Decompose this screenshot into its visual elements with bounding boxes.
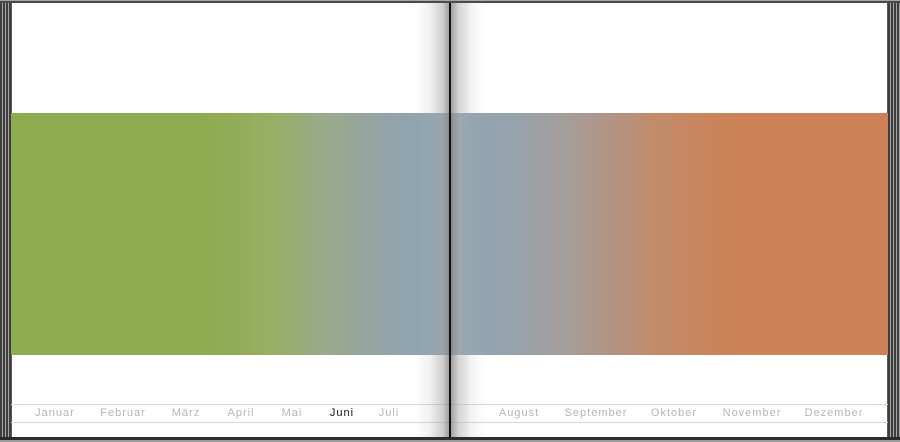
month-tab-mai[interactable]: Mai [281, 407, 303, 419]
month-tab-juli[interactable]: Juli [378, 407, 400, 419]
month-tab-november[interactable]: November [722, 407, 782, 419]
month-tab-februar[interactable]: Februar [100, 407, 146, 419]
month-tab-dezember[interactable]: Dezember [804, 407, 864, 419]
month-tab-marz[interactable]: März [171, 407, 201, 419]
right-page-stack-edge [887, 1, 900, 441]
month-tab-oktober[interactable]: Oktober [650, 407, 698, 419]
book-bottom-edge [0, 437, 900, 442]
book-top-edge [0, 0, 900, 3]
month-tab-april[interactable]: April [227, 407, 255, 419]
month-tab-januar[interactable]: Januar [35, 407, 75, 419]
month-row-divider-bottom [11, 422, 888, 423]
month-tab-september[interactable]: September [564, 407, 628, 419]
month-tab-juni[interactable]: Juni [329, 407, 355, 419]
season-gradient-band [11, 113, 888, 355]
month-tab-august[interactable]: August [498, 407, 540, 419]
